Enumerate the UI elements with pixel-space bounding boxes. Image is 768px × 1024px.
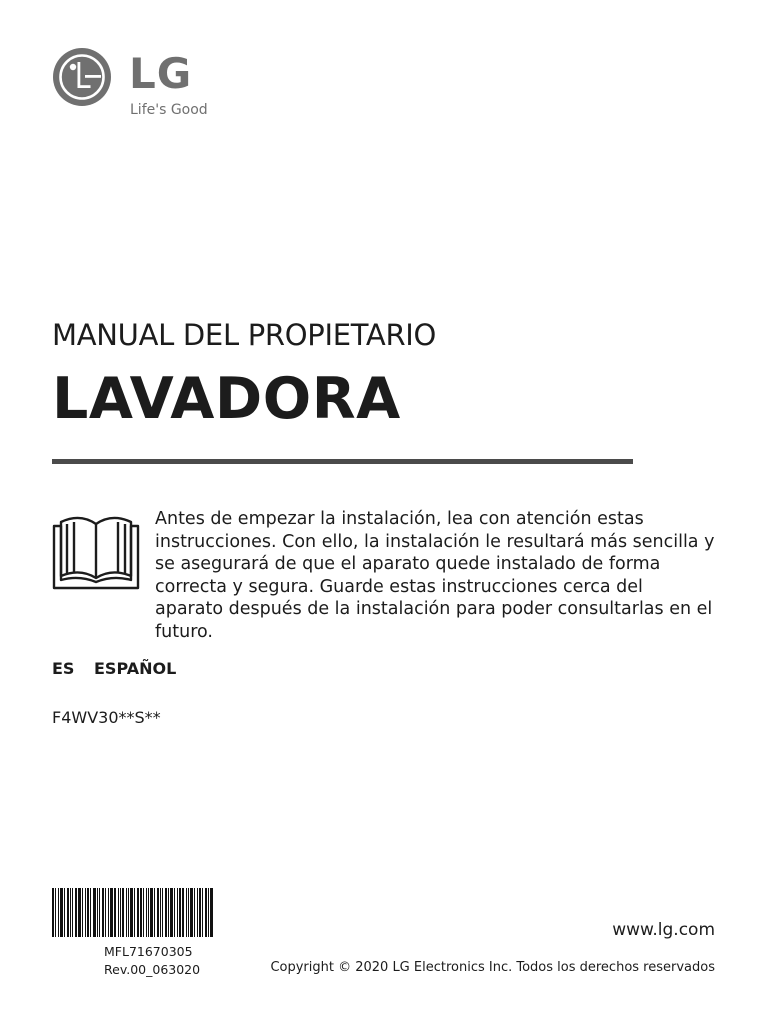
logo-wordmark: LG [129,49,193,98]
part-number: MFL71670305 [104,944,193,959]
lg-face-icon [52,47,112,107]
copyright-notice: Copyright © 2020 LG Electronics Inc. Todos los derechos reservados [270,960,715,975]
model-number: F4WV30**S** [52,708,161,727]
website-link[interactable]: www.lg.com [612,920,715,940]
lg-logo [52,47,212,121]
barcode [52,888,250,937]
logo-tagline: Life's Good [130,102,208,118]
language-code: ES [52,659,75,678]
manual-subtitle: MANUAL DEL PROPIETARIO [52,318,437,352]
open-book-icon [52,512,140,590]
intro-paragraph: Antes de empezar la instalación, lea con atención estas instrucciones. Con ello, la instalación le resultará más sencilla y se asegurará de que el aparato quede instalado de forma correcta y segura. Guarde estas instrucciones cerca del aparato después de la instalación para poder consultarlas en el futuro. [155,509,715,642]
language-name: ESPAÑOL [94,659,177,678]
revision-code: Rev.00_063020 [104,962,201,977]
title-divider [52,459,633,464]
manual-title: LAVADORA [52,366,401,432]
